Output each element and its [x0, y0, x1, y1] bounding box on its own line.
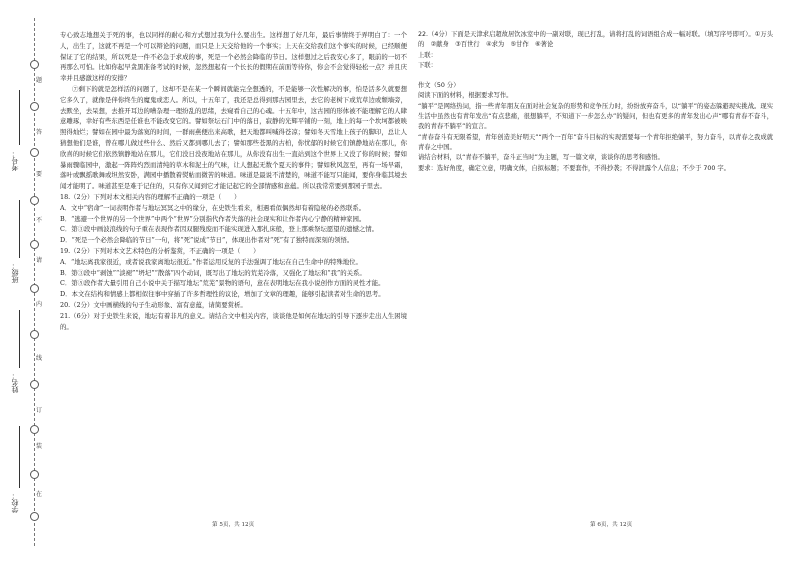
question-19-option: A．“地坛离我家很近，或者说我家离地坛很近。”作者运用反复的手法强调了地坛在自己生命中的特殊地位。: [60, 257, 362, 266]
seal-char: 在: [36, 491, 43, 498]
seal-char: 线: [36, 355, 43, 362]
essay-material: “青春奋斗有无限希望，青年创造美好明天”“两个一百年”奋斗目标的实现需要每一个青年拒绝躺平，努力奋斗，以青春之我成就青春之中国。: [418, 133, 773, 151]
binding-margin: [0, 0, 62, 561]
seal-char: 不: [36, 217, 43, 224]
question-19-option: D．本文在结构和情感上都相似往事中穿插了许多哲理性的议论，增加了文章的理趣，能够引起读者对生命的思考。: [60, 290, 385, 299]
question-18-option: A．文中“宿命”一词表明作者与地坛冥冥之中的缘分，在史铁生看来，相遇看似偶然却有着隐秘的必然联系。: [60, 203, 366, 212]
question-18-option: C．第③段中画波浪线的句子重在表现作者因双腿残废而不能实现进入那扎床般，登上那乘祭坛愿望的遗憾之情。: [60, 225, 379, 234]
seal-circle: [30, 60, 39, 69]
seal-circle: [30, 470, 39, 479]
exam-number-blank: [19, 90, 20, 145]
school-label: 学校：: [11, 492, 19, 513]
seal-char: 请: [36, 257, 43, 264]
passage-paragraph: ⑦剩下的就是怎样活的问题了，这却不是在某一个瞬间就能完全想透的，不是能够一次性解决的事，怕是活多久就要想它多久了，就像是伴你终生的魔鬼或恋人。所以，十五年了，我还是总得到那古园里去，去它的老树下或荒草边或颓墙旁，去默坐，去呆想，去推开耳边的嘈杂理一理纷乱的思绪，去窥看自己的心魂。十五年中，这古园的形体被不能理解它的人肆意雕琢，幸好有些东西是任谁也不能改变它的。譬如祭坛石门中的落日，寂静的光辉平铺的一刻，地上的每一个坎坷都被映照得灿烂；譬如在园中最为落寞的时间，一群雨燕便出来高歌，把天地都叫喊得苍凉；譬如冬天雪地上孩子的脚印，总让人猜想他们是谁，曾在哪儿做过些什么、然后又都到哪儿去了；譬如那些苍黑的古柏，你忧郁的时候它们镇静地站在那儿，你欣喜的时候它们依然镇静地站在那儿，它们没日没夜地站在那儿，从你没有出生一直站到这个世界上又没了你的时候；譬如暴雨骤临园中，激起一阵阵灼烈而清纯的草木和泥土的气味，让人想起无数个夏天的事件；譬如秋风忽至，再有一场早霜，落叶或飘摇歌舞或坦然安卧，满园中播散着熨帖而微苦的味道。味道是最说不清楚的，味道不能写只能闻，要你身临其境去闻才能明了。味道甚至是难于记住的，只有你又闻到它才能记起它的全部情感和意蕴。所以我常常要到那园子里去。: [60, 84, 407, 191]
seal-circle: [30, 196, 39, 205]
seal-circle: [30, 284, 39, 293]
seal-circle: [30, 102, 39, 111]
question-18-option: D．“死是一个必然会降临的节日”一句，将“死”说成“节日”，体现出作者对“死”有了独特而深刻的领悟。: [60, 236, 354, 245]
right-page: [418, 30, 773, 174]
class-label: 班级：: [11, 262, 19, 283]
seal-char: 订: [36, 407, 43, 414]
seal-circle: [30, 380, 39, 389]
question-19-stem: 19.（2分）下列对本文艺术特色的分析鉴赏，不正确的一项是（ ）: [60, 246, 260, 255]
upper-couplet-label: 上联：: [418, 51, 437, 59]
question-19-option: C．第⑤段作者大量引用自己小说中关于描写地坛“荒芜”景物的语句，意在表明地坛在我小说创作方面的灵性才能。: [60, 279, 385, 288]
left-page: [60, 30, 407, 332]
page-footer-right: 第 6页，共 12页: [590, 522, 633, 528]
seal-char: 装: [36, 443, 43, 450]
question-22: 22.（4分）下面是天津求启超故居饮冰室中的一副对联，现已打乱，请将打乱的词语组合成一幅对联。（填写序号即可）。①万头的 ②献身 ③百世行 ④求为 ⑤甘作 ⑥著论: [418, 31, 773, 49]
essay-heading: 作文（50 分）: [418, 82, 460, 90]
essay-requirements: 要求：选好角度，确定立意，明确文体，自拟标题；不要套作，不得抄袭；不得泄露个人信息；不少于 700 字。: [418, 164, 730, 172]
essay-material: “躺平”是网络热词，指一些青年朋友在面对社会复杂的形势和竞争压力时，纷纷放弃奋斗，以“躺平”的姿态躲避现实挑战。现实生活中虽然也有青年发出“有点悲痛，很想躺平，不知道下一步怎么办”的疑问，但也有更多的青年发出心声“哪有青春不奋斗，我的青春不躺平”的宣言。: [418, 102, 773, 131]
seal-char: 答: [36, 129, 43, 136]
exam-number-label: 考号：: [11, 150, 19, 171]
seal-circle: [30, 148, 39, 157]
question-19-option: B．第③段中“剥蚀”“淡褪”“坍圮”“散落”四个动词，既写出了地坛的荒芜冷落，又强化了地坛和“我”的关系。: [60, 268, 366, 277]
seal-char: 要: [36, 171, 43, 178]
essay-task: 请结合材料，以“青春不躺平，奋斗正当时”为主题，写一篇文章，谈谈你的思考和感悟。: [418, 154, 664, 162]
essay-prompt: 阅读下面的材料，根据要求写作。: [418, 92, 513, 100]
seal-circle: [30, 512, 39, 521]
seal-circle: [30, 330, 39, 339]
question-18-option: B．“逃避一个世界的另一个世界”中两个“世界”分别指代作者失落的社会现实和让作者内心宁静的精神家园。: [60, 214, 366, 223]
lower-couplet-label: 下联：: [418, 61, 437, 69]
seal-line: [34, 18, 35, 546]
name-label: 姓名：: [11, 372, 19, 393]
page-footer-left: 第 5页，共 12页: [212, 522, 255, 528]
seal-char: 内: [36, 301, 43, 308]
question-20: 20.（2分）文中画横线的句子生动形象、富有意蕴，请简要赏析。: [60, 300, 247, 309]
seal-circle: [30, 240, 39, 249]
class-blank: [19, 200, 20, 258]
name-blank: [19, 310, 20, 368]
seal-char: 题: [36, 77, 43, 84]
question-18-stem: 18.（2分）下列对本文相关内容的理解不正确的一项是（ ）: [60, 192, 241, 201]
school-blank: [19, 426, 20, 488]
passage-paragraph: 专心致志地想关于死的事，也以同样的耐心和方式想过我为什么要出生。这样想了好几年，最后事情终于弄明白了：一个人，出生了，这就不再是一个可以辩论的问题，而只是上天交给他的一个事实；上天在交给我们这个事实的时候，已经顺便保证了它的结果，所以死是一件不必急于求成的事，死是一个必然会降临的节日。这样想过之后我安心多了，眼前的一切不再那么可怕。比如你起早贪黑准备考试的时候，忽然想起有一个长长的假期在前面等待你，你会不会觉得轻松一点？并且庆幸并且感激这样的安排？: [60, 31, 407, 83]
question-21: 21.（6分）对于史铁生来说，地坛有着非凡的意义。请结合文中相关内容，谈谈他是如何在地坛的引导下逐步走出人生困境的。: [60, 311, 407, 331]
seal-circle: [30, 425, 39, 434]
